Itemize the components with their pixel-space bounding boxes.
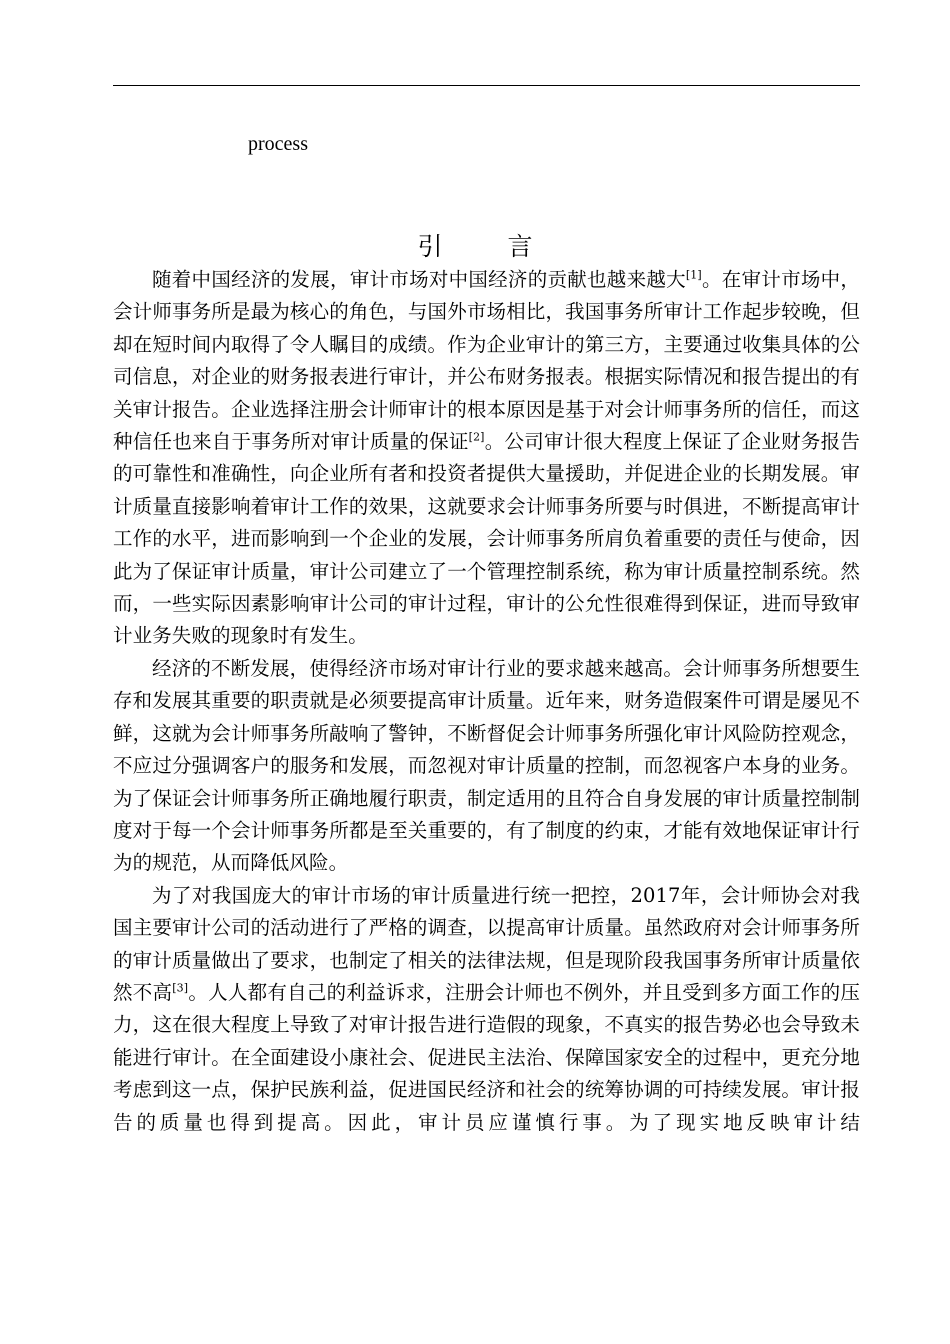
- paragraph: [113, 264, 860, 653]
- paragraph: [113, 880, 860, 1139]
- paragraph-text: 随着中国经济的发展，审计市场对中国经济的贡献也越来越大: [152, 268, 686, 291]
- paragraph-text: 。人人都有自己的利益诉求，注册会计师也不例外，并且受到多方面工作的压力，这在很大程度上导致了对审计报告进行造假的现象，不真实的报告势必也会导致未能进行审计。在全面建设小康社会、促进民主法治、保障国家安全的过程中，更充分地考虑到这一点，保护民族利益，促进国民经济和社会的统筹协调的可持续发展。审计报告的质量也得到提高。因此，审计员应谨慎行事。为了现实地反映审计结: [113, 980, 860, 1134]
- section-title: 引 言: [417, 232, 553, 261]
- citation-ref: [2]: [468, 430, 485, 444]
- continued-text: process: [248, 133, 308, 155]
- header-rule: [113, 85, 860, 86]
- paragraph-text: 。公司审计很大程度上保证了企业财务报告的可靠性和准确性，向企业所有者和投资者提供大量援助，并促进企业的长期发展。审计质量直接影响着审计工作的效果，这就要求会计师事务所要与时俱进，不断提高审计工作的水平，进而影响到一个企业的发展，会计师事务所肩负着重要的责任与使命，因此为了保证审计质量，审计公司建立了一个管理控制系统，称为审计质量控制系统。然而，一些实际因素影响审计公司的审计过程，审计的公允性很难得到保证，进而导致审计业务失败的现象时有发生。: [113, 430, 860, 648]
- paragraph-text: 经济的不断发展，使得经济市场对审计行业的要求越来越高。会计师事务所想要生存和发展其重要的职责就是必须要提高审计质量。近年来，财务造假案件可谓是屡见不鲜，这就为会计师事务所敲响了警钟，不断督促会计师事务所强化审计风险防控观念，不应过分强调客户的服务和发展，而忽视对审计质量的控制，而忽视客户本身的业务。为了保证会计师事务所正确地履行职责，制定适用的且符合自身发展的审计质量控制制度对于每一个会计师事务所都是至关重要的，有了制度的约束，才能有效地保证审计行为的规范，从而降低风险。: [113, 656, 860, 875]
- citation-ref: [3]: [172, 981, 189, 995]
- paragraph-text: 为了对我国庞大的审计市场的审计质量进行统一把控，2017年，会计师协会对我国主要审计公司的活动进行了严格的调查，以提高审计质量。虽然政府对会计师事务所的审计质量做出了要求，也制定了相关的法律法规，但是现阶段我国事务所审计质量依然不高: [113, 883, 860, 1004]
- paragraph: [113, 653, 860, 880]
- body-text: [113, 264, 860, 1139]
- paragraph-text: 。在审计市场中，会计师事务所是最为核心的角色，与国外市场相比，我国事务所审计工作起步较晚，但却在短时间内取得了令人瞩目的成绩。作为企业审计的第三方，主要通过收集具体的公司信息，对企业的财务报表进行审计，并公布财务报表。根据实际情况和报告提出的有关审计报告。企业选择注册会计师审计的根本原因是基于对会计师事务所的信任，而这种信任也来自于事务所对审计质量的保证: [113, 268, 860, 454]
- citation-ref: [1]: [685, 268, 702, 282]
